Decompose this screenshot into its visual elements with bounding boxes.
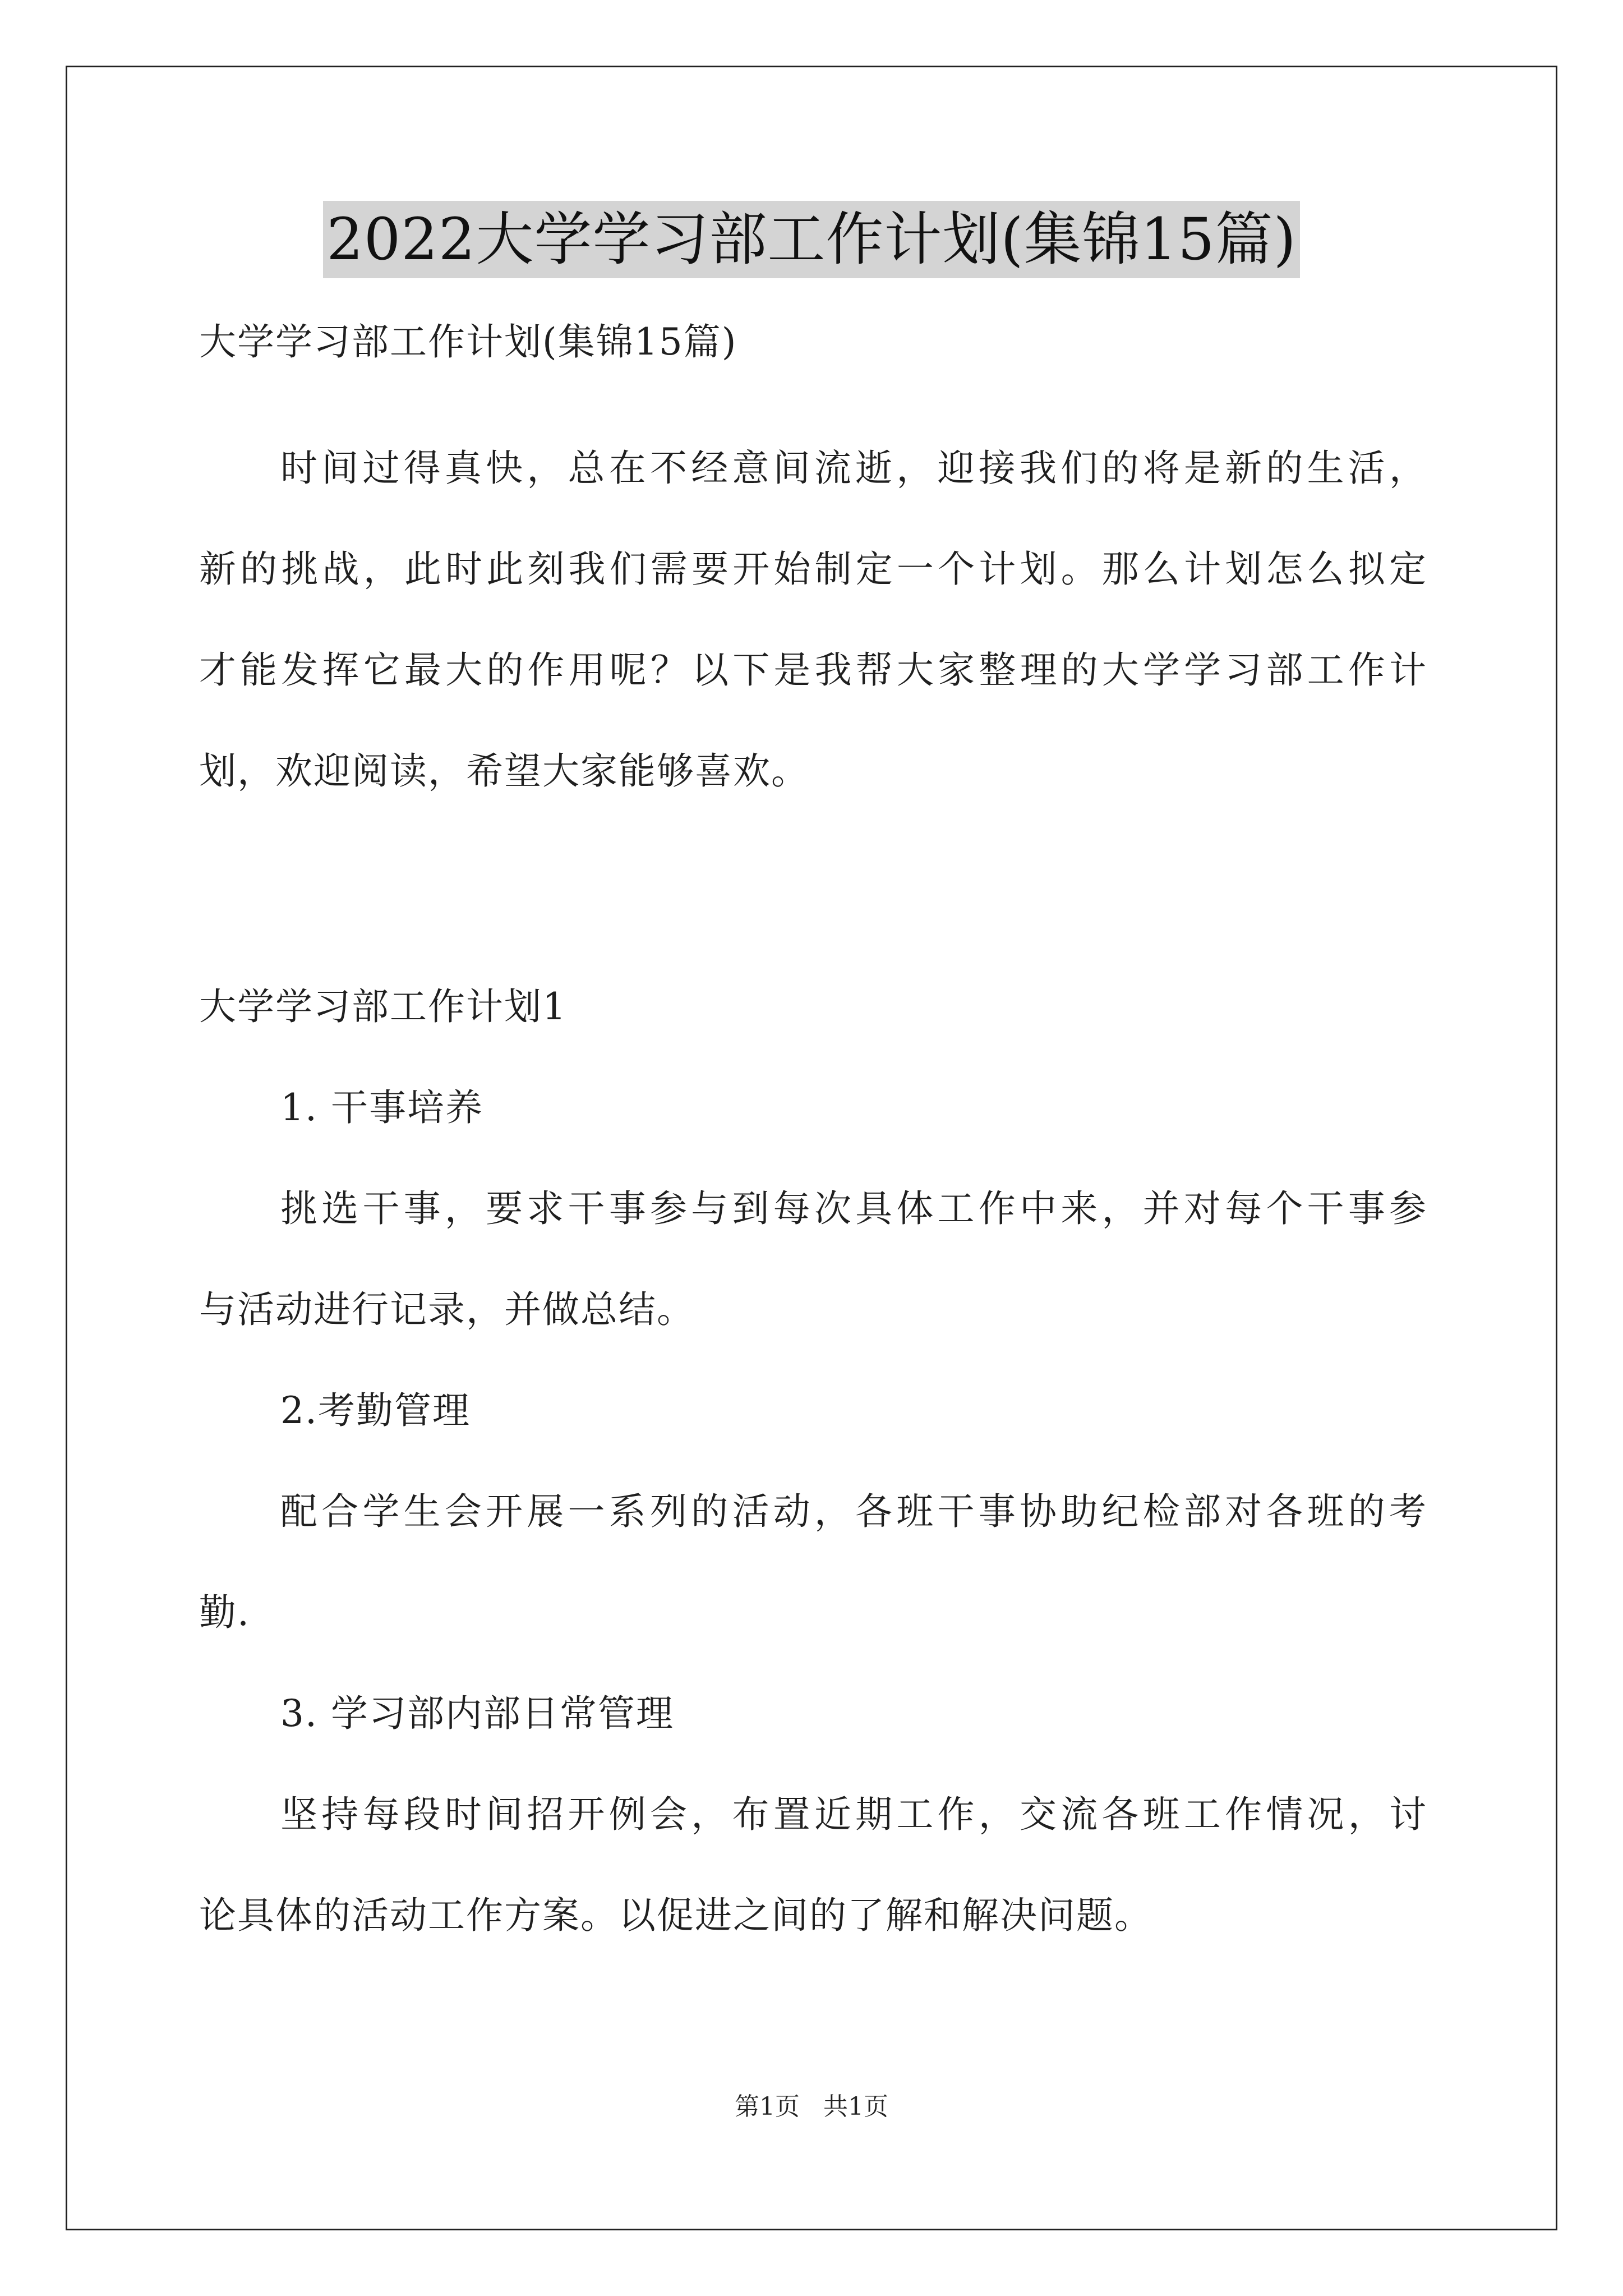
document-title: 2022大学学习部工作计划(集锦15篇) (323, 201, 1300, 278)
item-3-heading: 3. 学习部内部日常管理 (280, 1692, 674, 1735)
item-2-body-line-2: 勤. (199, 1591, 250, 1634)
item-2-heading: 2.考勤管理 (280, 1389, 471, 1432)
intro-line-3: 才能发挥它最大的作用呢？以下是我帮大家整理的大学学习部工作计 (199, 648, 1427, 692)
item-1-body-line-2: 与活动进行记录，并做总结。 (199, 1288, 695, 1331)
item-3-body-line-1: 坚持每段时间招开例会，布置近期工作，交流各班工作情况，讨 (280, 1793, 1427, 1836)
title-container (0, 201, 1623, 278)
item-2-body-line-1: 配合学生会开展一系列的活动，各班干事协助纪检部对各班的考 (280, 1490, 1427, 1533)
document-subtitle: 大学学习部工作计划(集锦15篇) (199, 320, 737, 364)
intro-line-4: 划，欢迎阅读，希望大家能够喜欢。 (199, 749, 809, 793)
intro-line-1: 时间过得真快，总在不经意间流逝，迎接我们的将是新的生活， (280, 447, 1427, 490)
intro-line-2: 新的挑战，此时此刻我们需要开始制定一个计划。那么计划怎么拟定 (199, 547, 1427, 591)
item-3-body-line-2: 论具体的活动工作方案。以促进之间的了解和解决问题。 (199, 1894, 1152, 1937)
page-footer: 第1页 共1页 (735, 2092, 888, 2121)
item-1-body-line-1: 挑选干事，要求干事参与到每次具体工作中来，并对每个干事参 (280, 1187, 1427, 1230)
section-heading: 大学学习部工作计划1 (199, 985, 567, 1028)
item-1-heading: 1. 干事培养 (280, 1086, 483, 1129)
